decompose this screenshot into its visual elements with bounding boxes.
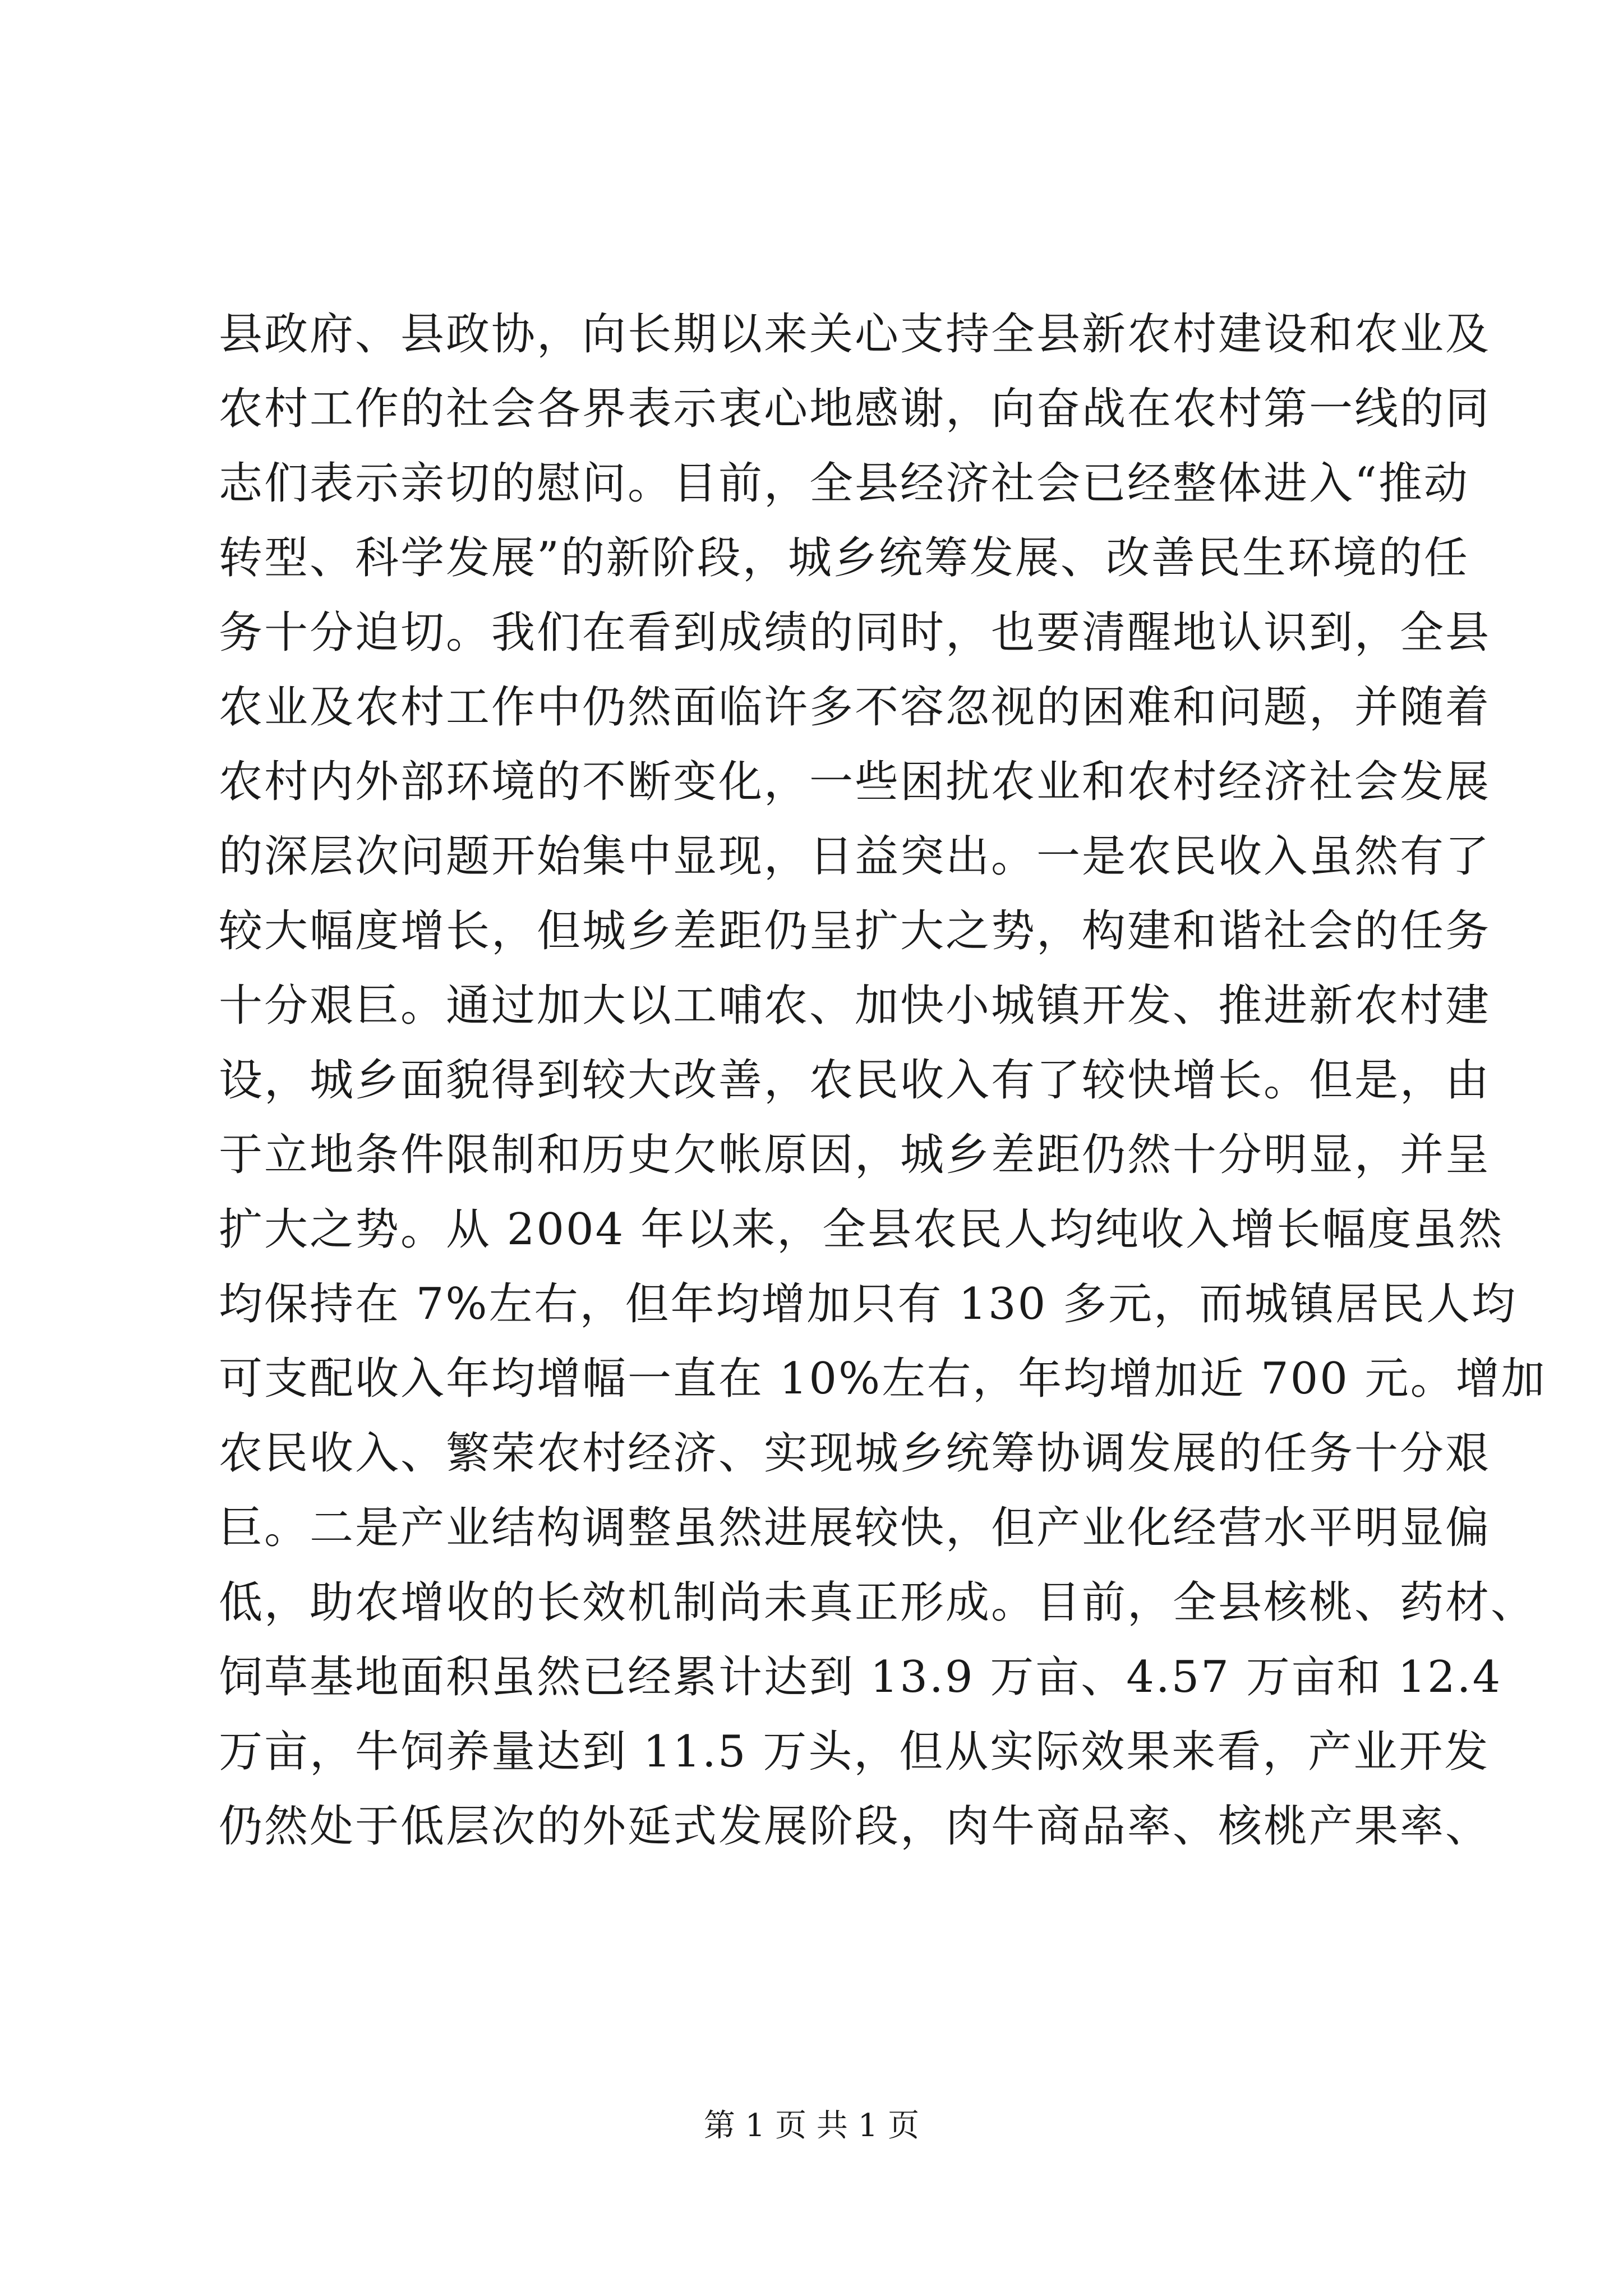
text-line: 志们表示亲切的慰问。目前，全县经济社会已经整体进入“推动 [219, 458, 1469, 509]
text-line: 农村工作的社会各界表示衷心地感谢，向奋战在农村第一线的同 [219, 384, 1491, 434]
text-line: 的深层次问题开始集中显现，日益突出。一是农民收入虽然有了 [219, 831, 1491, 882]
text-line: 转型、科学发展”的新阶段，城乡统筹发展、改善民生环境的任 [219, 533, 1469, 583]
text-line: 十分艰巨。通过加大以工哺农、加快小城镇开发、推进新农村建 [219, 981, 1491, 1031]
text-line: 农民收入、繁荣农村经济、实现城乡统筹协调发展的任务十分艰 [219, 1428, 1491, 1479]
body-text [219, 297, 1547, 1864]
text-line: 低，助农增收的长效机制尚未真正形成。目前，全县核桃、药材、 [219, 1577, 1537, 1628]
text-line: 务十分迫切。我们在看到成绩的同时，也要清醒地认识到，全县 [219, 608, 1491, 658]
text-line: 万亩，牛饲养量达到 11.5 万头，但从实际效果来看，产业开发 [219, 1727, 1490, 1777]
text-line: 均保持在 7%左右，但年均增加只有 130 多元，而城镇居民人均 [219, 1279, 1518, 1329]
text-line: 扩大之势。从 2004 年以来，全县农民人均纯收入增长幅度虽然 [219, 1204, 1504, 1255]
text-line: 较大幅度增长，但城乡差距仍呈扩大之势，构建和谐社会的任务 [219, 906, 1491, 956]
text-line: 可支配收入年均增幅一直在 10%左右，年均增加近 700 元。增加 [219, 1354, 1547, 1404]
text-line: 于立地条件限制和历史欠帐原因，城乡差距仍然十分明显，并呈 [219, 1130, 1491, 1180]
text-line: 仍然处于低层次的外延式发展阶段，肉牛商品率、核桃产果率、 [219, 1801, 1491, 1852]
text-line: 饲草基地面积虽然已经累计达到 13.9 万亩、4.57 万亩和 12.4 [219, 1652, 1502, 1703]
page-number-label: 第 1 页 共 1 页 [703, 2108, 920, 2144]
text-line: 农村内外部环境的不断变化，一些困扰农业和农村经济社会发展 [219, 757, 1491, 807]
text-line: 县政府、县政协，向长期以来关心支持全县新农村建设和农业及 [219, 309, 1491, 360]
text-line: 农业及农村工作中仍然面临许多不容忽视的困难和问题，并随着 [219, 682, 1491, 733]
text-line: 设，城乡面貌得到较大改善，农民收入有了较快增长。但是，由 [219, 1055, 1491, 1106]
page-footer [0, 2101, 1623, 2146]
text-line: 巨。二是产业结构调整虽然进展较快，但产业化经营水平明显偏 [219, 1503, 1491, 1553]
